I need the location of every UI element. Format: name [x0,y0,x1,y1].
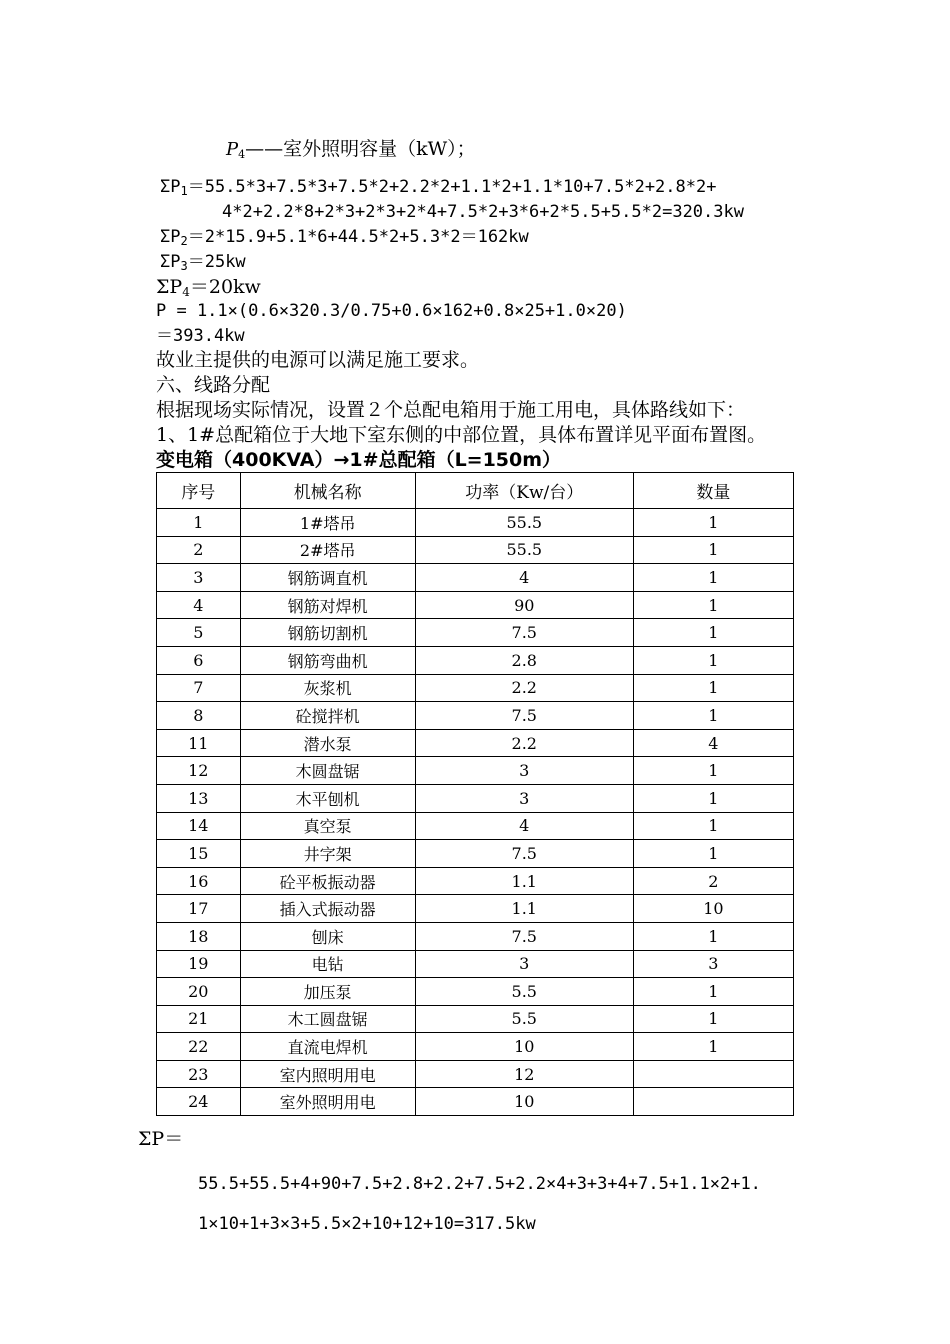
table-row [157,978,794,1006]
cell-index: 5 [157,619,241,647]
cell-index: 8 [157,702,241,730]
table-row [157,812,794,840]
cell-index: 15 [157,840,241,868]
cell-machine-name: 木平刨机 [240,784,415,812]
cell-machine-name: 加压泵 [240,978,415,1006]
cell-machine-name: 井字架 [240,840,415,868]
cell-index: 1 [157,509,241,537]
p4-symbol: $P_4$ [226,139,246,161]
cell-machine-name: 钢筋对焊机 [240,591,415,619]
cell-quantity: 1 [633,509,793,537]
sum-p4-line: $\Sigma P_4=20kw$ [156,276,261,299]
cell-machine-name: 刨床 [240,922,415,950]
table-row [157,867,794,895]
table-row [157,757,794,785]
p4-description: ——室外照明容量（kW）； [245,138,476,160]
table-row [157,619,794,647]
machine-table [156,472,794,1116]
cell-machine-name: 真空泵 [240,812,415,840]
cell-machine-name: 灰浆机 [240,674,415,702]
cell-power: 55.5 [415,509,633,537]
cell-machine-name: 木圆盘锯 [240,757,415,785]
cell-machine-name: 木工圆盘锯 [240,1005,415,1033]
cell-power: 2.8 [415,646,633,674]
summary-line-2: 1×10+1+3×3+5.5×2+10+12+10=317.5kw [198,1214,536,1234]
cell-quantity: 4 [633,729,793,757]
cell-index: 13 [157,784,241,812]
summary-line-1: 55.5+55.5+4+90+7.5+2.8+2.2+7.5+2.2×4+3+3+4+7.5+1.1×2+1. [198,1174,761,1194]
cell-quantity: 1 [633,784,793,812]
paragraph-2: 1、1#总配箱位于大地下室东侧的中部位置，具体布置详见平面布置图。 [156,424,767,446]
cell-quantity: 1 [633,840,793,868]
cell-quantity: 1 [633,619,793,647]
cell-index: 12 [157,757,241,785]
cell-machine-name: 室内照明用电 [240,1060,415,1088]
cell-power: 5.5 [415,978,633,1006]
table-row [157,1033,794,1061]
cell-quantity: 1 [633,591,793,619]
sum-p1-continuation: 4*2+2.2*8+2*3+2*3+2*4+7.5*2+3*6+2*5.5+5.5*2=320.3kw [222,202,744,222]
cell-quantity: 1 [633,1005,793,1033]
cell-index: 14 [157,812,241,840]
cell-index: 6 [157,646,241,674]
cell-machine-name: 插入式振动器 [240,895,415,923]
p-formula: P = 1.1×(0.6×320.3/0.75+0.6×162+0.8×25+1.0×20) [156,301,627,321]
cell-machine-name: 砼平板振动器 [240,867,415,895]
cell-power: 7.5 [415,840,633,868]
cell-power: 3 [415,950,633,978]
cell-index: 18 [157,922,241,950]
cell-power: 2.2 [415,729,633,757]
cell-power: 7.5 [415,619,633,647]
cell-machine-name: 室外照明用电 [240,1088,415,1116]
cell-quantity: 1 [633,702,793,730]
sum-p3-line: $\Sigma P_3=25kw$ [160,252,246,273]
route-title: 变电箱（400KVA）→1#总配箱（L=150m） [156,449,562,471]
cell-index: 17 [157,895,241,923]
table-row [157,509,794,537]
header-power: 功率（Kw/台） [415,473,633,509]
cell-index: 4 [157,591,241,619]
cell-index: 22 [157,1033,241,1061]
cell-index: 11 [157,729,241,757]
table-row [157,784,794,812]
summary-label: ΣP＝ [138,1128,184,1150]
cell-machine-name: 砼搅拌机 [240,702,415,730]
cell-power: 1.1 [415,895,633,923]
cell-index: 2 [157,536,241,564]
cell-index: 21 [157,1005,241,1033]
table-row [157,840,794,868]
cell-machine-name: 1#塔吊 [240,509,415,537]
cell-machine-name: 钢筋弯曲机 [240,646,415,674]
section-title: 六、线路分配 [156,374,271,396]
cell-quantity: 10 [633,895,793,923]
cell-quantity: 2 [633,867,793,895]
cell-power: 3 [415,757,633,785]
table-row [157,729,794,757]
cell-quantity: 1 [633,536,793,564]
cell-quantity: 1 [633,646,793,674]
cell-index: 3 [157,564,241,592]
conclusion-text: 故业主提供的电源可以满足施工要求。 [156,349,480,371]
cell-power: 1.1 [415,867,633,895]
p-result: ＝393.4kw [156,326,245,346]
paragraph-1: 根据现场实际情况，设置２个总配电箱用于施工用电，具体路线如下： [156,399,746,421]
table-row [157,1005,794,1033]
cell-machine-name: 直流电焊机 [240,1033,415,1061]
cell-power: 7.5 [415,702,633,730]
cell-quantity: 1 [633,812,793,840]
cell-machine-name: 2#塔吊 [240,536,415,564]
table-row [157,1088,794,1116]
table-row [157,950,794,978]
cell-quantity: 1 [633,922,793,950]
cell-quantity [633,1060,793,1088]
sum-p1-line: $\Sigma P_1=55.5*3+7.5*3+7.5*2+2.2*2+1.1*2+1.1*10+7.5*2+2.8*2+$ [160,177,717,198]
table-row [157,646,794,674]
cell-quantity: 1 [633,757,793,785]
cell-power: 4 [415,812,633,840]
table-row [157,536,794,564]
cell-quantity: 1 [633,978,793,1006]
header-machine-name: 机械名称 [240,473,415,509]
p4-definition [226,138,476,166]
cell-index: 20 [157,978,241,1006]
cell-quantity: 3 [633,950,793,978]
cell-index: 16 [157,867,241,895]
cell-power: 55.5 [415,536,633,564]
cell-power: 7.5 [415,922,633,950]
sum-p2-line: $\Sigma P_2=2*15.9+5.1*6+44.5*2+5.3*2=162kw$ [160,227,529,248]
cell-machine-name: 潜水泵 [240,729,415,757]
cell-quantity [633,1088,793,1116]
cell-power: 2.2 [415,674,633,702]
table-row [157,674,794,702]
cell-power: 90 [415,591,633,619]
cell-quantity: 1 [633,674,793,702]
cell-index: 24 [157,1088,241,1116]
cell-index: 7 [157,674,241,702]
table-row [157,1060,794,1088]
table-row [157,922,794,950]
cell-index: 23 [157,1060,241,1088]
cell-quantity: 1 [633,1033,793,1061]
cell-index: 19 [157,950,241,978]
cell-machine-name: 钢筋调直机 [240,564,415,592]
table-row [157,702,794,730]
table-header-row [157,473,794,509]
table-row [157,591,794,619]
cell-power: 3 [415,784,633,812]
table-row [157,895,794,923]
cell-machine-name: 电钻 [240,950,415,978]
table-row [157,564,794,592]
cell-power: 12 [415,1060,633,1088]
header-index: 序号 [157,473,241,509]
table-body [157,509,794,1116]
cell-machine-name: 钢筋切割机 [240,619,415,647]
cell-power: 10 [415,1033,633,1061]
cell-power: 4 [415,564,633,592]
cell-quantity: 1 [633,564,793,592]
header-quantity: 数量 [633,473,793,509]
cell-power: 10 [415,1088,633,1116]
cell-power: 5.5 [415,1005,633,1033]
